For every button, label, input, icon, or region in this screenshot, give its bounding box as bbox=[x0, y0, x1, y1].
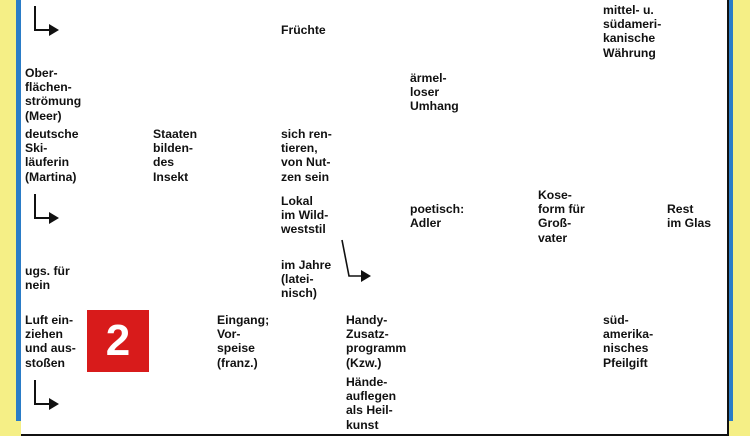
clue-text: Eingang; Vor- speise (franz.) bbox=[217, 313, 270, 370]
clue-text: poetisch: Adler bbox=[410, 202, 465, 231]
grid-cell[interactable] bbox=[149, 186, 215, 250]
clue-text: Kose- form für Groß- vater bbox=[538, 188, 585, 245]
solution-number-badge: 2 bbox=[87, 310, 149, 372]
clue-cell-insekt bbox=[149, 124, 215, 188]
grid-cell[interactable] bbox=[470, 124, 536, 188]
clue-text: Staaten bilden- des Insekt bbox=[153, 127, 198, 184]
grid-cell[interactable] bbox=[534, 248, 601, 312]
clue-text: mittel- u. südameri- kanische Währung bbox=[603, 3, 662, 60]
clue-text: ugs. für nein bbox=[25, 264, 70, 293]
grid-cell[interactable] bbox=[663, 310, 729, 374]
grid-cell[interactable] bbox=[599, 372, 665, 436]
clue-text: sich ren- tieren, von Nut- zen sein bbox=[281, 127, 332, 184]
grid-cell[interactable] bbox=[213, 124, 279, 188]
clue-text: Hände- auflegen als Heil- kunst bbox=[346, 375, 397, 432]
grid-cell[interactable] bbox=[663, 62, 729, 126]
clue-cell-handy bbox=[342, 310, 408, 374]
hook-arrow-icon bbox=[33, 192, 63, 231]
clue-cell-lokal bbox=[277, 186, 344, 250]
grid-cell[interactable] bbox=[149, 248, 215, 312]
grid-cell[interactable] bbox=[86, 0, 151, 64]
grid-cell[interactable] bbox=[406, 124, 472, 188]
clue-cell-fruchte bbox=[277, 0, 344, 64]
grid-cell[interactable] bbox=[213, 372, 279, 436]
grid-cell[interactable] bbox=[149, 372, 215, 436]
grid-cell[interactable] bbox=[21, 372, 88, 436]
grid-cell[interactable] bbox=[213, 248, 279, 312]
grid-cell[interactable] bbox=[663, 372, 729, 436]
grid-cell[interactable] bbox=[599, 124, 665, 188]
grid-cell[interactable] bbox=[21, 0, 88, 64]
grid-cell[interactable] bbox=[534, 372, 601, 436]
clue-cell-koseform bbox=[534, 186, 601, 250]
grid-cell[interactable] bbox=[406, 372, 472, 436]
clue-text: Handy- Zusatz- programm (Kzw.) bbox=[346, 313, 407, 370]
grid-cell[interactable] bbox=[406, 0, 472, 64]
grid-cell[interactable] bbox=[534, 0, 601, 64]
clue-text: Rest im Glas bbox=[667, 202, 712, 231]
grid-cell[interactable] bbox=[149, 0, 215, 64]
grid-cell[interactable] bbox=[86, 372, 151, 436]
clue-text: deutsche Ski- läuferin (Martina) bbox=[25, 127, 79, 184]
grid-cell[interactable] bbox=[470, 310, 536, 374]
clue-text: Früchte bbox=[281, 23, 326, 37]
grid-cell[interactable] bbox=[599, 248, 665, 312]
grid-cell[interactable] bbox=[470, 248, 536, 312]
clue-text: Luft ein- ziehen und aus- stoßen bbox=[25, 313, 76, 370]
grid-cell[interactable] bbox=[213, 186, 279, 250]
grid-cell[interactable] bbox=[277, 62, 344, 126]
grid-cell[interactable] bbox=[342, 62, 408, 126]
grid-cell[interactable] bbox=[599, 186, 665, 250]
grid-cell[interactable] bbox=[470, 372, 536, 436]
clue-cell-im-jahre bbox=[277, 248, 344, 312]
grid-cell[interactable] bbox=[534, 62, 601, 126]
grid-cell[interactable] bbox=[213, 0, 279, 64]
clue-cell-oberflachenstromung bbox=[21, 62, 88, 126]
grid-cell[interactable] bbox=[534, 310, 601, 374]
grid-cell[interactable] bbox=[406, 248, 472, 312]
clue-cell-rest-im-glas bbox=[663, 186, 729, 250]
grid-cell[interactable] bbox=[342, 124, 408, 188]
clue-text: Lokal im Wild- weststil bbox=[281, 194, 329, 237]
grid-cell[interactable] bbox=[86, 62, 151, 126]
grid-cell[interactable] bbox=[213, 62, 279, 126]
clue-cell-pfeilgift bbox=[599, 310, 665, 374]
grid-cell[interactable] bbox=[599, 62, 665, 126]
clue-text: ärmel- loser Umhang bbox=[410, 71, 459, 114]
crossword-grid bbox=[21, 0, 729, 432]
grid-cell[interactable] bbox=[406, 310, 472, 374]
clue-text: süd- amerika- nisches Pfeilgift bbox=[603, 313, 654, 370]
clue-cell-armelloser-umhang bbox=[406, 62, 472, 126]
clue-cell-wahrung bbox=[599, 0, 665, 64]
grid-cell[interactable] bbox=[342, 0, 408, 64]
grid-cell[interactable] bbox=[470, 186, 536, 250]
clue-cell-poetisch-adler bbox=[406, 186, 472, 250]
grid-cell[interactable] bbox=[86, 124, 151, 188]
grid-cell[interactable] bbox=[470, 62, 536, 126]
clue-cell-luft bbox=[21, 310, 88, 374]
grid-cell[interactable] bbox=[86, 186, 151, 250]
clue-cell-skilauferin bbox=[21, 124, 88, 188]
grid-cell[interactable] bbox=[277, 372, 344, 436]
grid-cell[interactable] bbox=[663, 248, 729, 312]
grid-cell[interactable] bbox=[663, 0, 729, 64]
clue-cell-handeauflegen bbox=[342, 372, 408, 436]
grid-cell[interactable] bbox=[21, 186, 88, 250]
grid-cell[interactable] bbox=[149, 310, 215, 374]
grid-cell[interactable] bbox=[663, 124, 729, 188]
grid-cell[interactable] bbox=[277, 310, 344, 374]
grid-cell[interactable] bbox=[86, 248, 151, 312]
bent-arrow-icon bbox=[339, 238, 377, 291]
grid-cell[interactable] bbox=[149, 62, 215, 126]
hook-arrow-icon bbox=[33, 378, 63, 417]
clue-cell-ugs-nein bbox=[21, 248, 88, 312]
hook-arrow-icon bbox=[33, 4, 63, 43]
clue-cell-rentieren bbox=[277, 124, 344, 188]
grid-cell[interactable] bbox=[534, 124, 601, 188]
grid-cell[interactable] bbox=[470, 0, 536, 64]
clue-text: Ober- flächen- strömung (Meer) bbox=[25, 66, 82, 123]
clue-text: im Jahre (latei- nisch) bbox=[281, 258, 332, 301]
clue-cell-eingang bbox=[213, 310, 279, 374]
